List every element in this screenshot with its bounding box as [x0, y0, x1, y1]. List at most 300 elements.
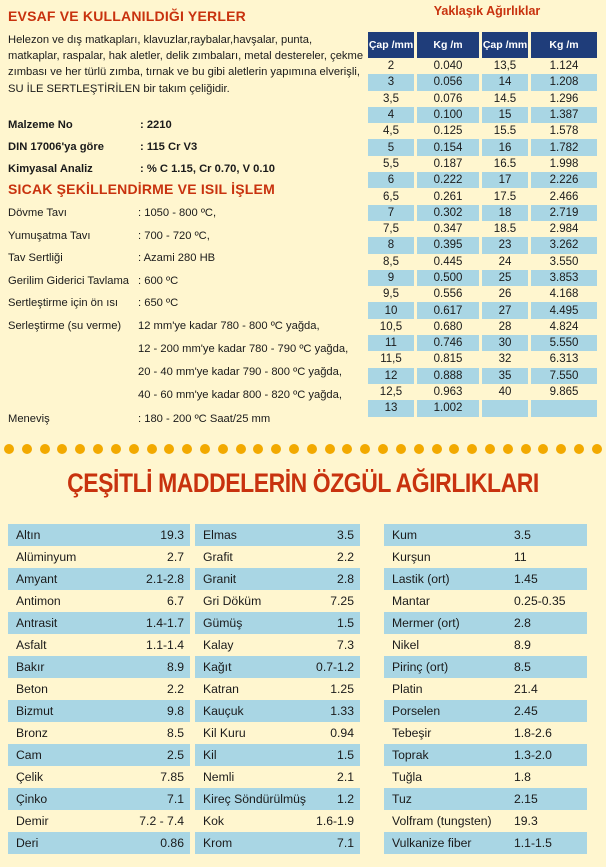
weight-cell: 2.226 [531, 172, 597, 188]
diameter-cell: 18.5 [482, 221, 528, 237]
weight-cell: 0.187 [417, 156, 479, 172]
material-row [384, 766, 587, 788]
diameter-cell: 35 [482, 368, 528, 384]
weight-cell: 4.824 [531, 319, 597, 335]
material-row [195, 590, 360, 612]
info-value: : % C 1.15, Cr 0.70, V 0.10 [140, 163, 275, 175]
material-name: Kağıt [203, 660, 232, 674]
header-weight-1: Kg /m [417, 32, 479, 58]
divider-dot [129, 444, 139, 454]
weights-row [368, 335, 600, 351]
info-label: DIN 17006'ya göre [8, 141, 104, 153]
material-name: Tuz [392, 792, 412, 806]
material-density: 0.94 [330, 726, 354, 740]
divider-dot [200, 444, 210, 454]
material-row [384, 722, 587, 744]
weights-row [368, 351, 600, 367]
divider-dot [75, 444, 85, 454]
weight-cell: 0.746 [417, 335, 479, 351]
material-name: Nikel [392, 638, 420, 652]
heat-value: : 180 - 200 ºC Saat/25 mm [138, 413, 271, 425]
material-name: Kalay [203, 638, 234, 652]
heat-label: Yumuşatma Tavı [8, 230, 91, 242]
weights-row [368, 172, 600, 188]
material-density: 2.8 [337, 572, 354, 586]
material-density: 1.45 [514, 572, 538, 586]
material-row [195, 700, 360, 722]
diameter-cell: 13 [368, 400, 414, 416]
divider-dot [271, 444, 281, 454]
diameter-cell: 25 [482, 270, 528, 286]
weight-cell [531, 400, 597, 416]
weight-cell: 0.500 [417, 270, 479, 286]
weight-cell: 0.302 [417, 205, 479, 221]
material-name: Elmas [203, 528, 237, 542]
material-density: 1.6-1.9 [316, 814, 354, 828]
material-density: 1.5 [337, 748, 354, 762]
material-name: Kum [392, 528, 418, 542]
diameter-cell: 15.5 [482, 123, 528, 139]
weights-row [368, 58, 600, 74]
material-name: Katran [203, 682, 239, 696]
material-row [384, 788, 587, 810]
material-density: 1.33 [330, 704, 354, 718]
material-row [8, 678, 190, 700]
divider-dot [325, 444, 335, 454]
material-name: Deri [16, 836, 39, 850]
material-row [8, 722, 190, 744]
material-name: Amyant [16, 572, 58, 586]
info-value: : 2210 [140, 119, 172, 131]
divider-dot [147, 444, 157, 454]
weight-cell: 9.865 [531, 384, 597, 400]
diameter-cell: 15 [482, 107, 528, 123]
material-name: Cam [16, 748, 42, 762]
material-row [195, 788, 360, 810]
diameter-cell: 27 [482, 302, 528, 318]
diameter-cell: 3 [368, 74, 414, 90]
divider-dot [414, 444, 424, 454]
weights-row [368, 319, 600, 335]
weight-cell: 2.466 [531, 188, 597, 204]
header-weight-2: Kg /m [531, 32, 597, 58]
divider-dot [432, 444, 442, 454]
weights-row [368, 74, 600, 90]
material-row [384, 656, 587, 678]
material-name: Beton [16, 682, 48, 696]
weights-row [368, 156, 600, 172]
material-name: Antimon [16, 594, 61, 608]
diameter-cell: 18 [482, 205, 528, 221]
material-row [195, 634, 360, 656]
diameter-cell: 16.5 [482, 156, 528, 172]
material-row [195, 678, 360, 700]
material-name: Antrasit [16, 616, 58, 630]
weights-table [368, 32, 600, 417]
material-name: Platin [392, 682, 423, 696]
divider-dot [378, 444, 388, 454]
weight-cell: 1.124 [531, 58, 597, 74]
material-density: 1.5 [337, 616, 354, 630]
weights-title: Yaklaşık Ağırlıklar [433, 4, 541, 18]
divider-dot [449, 444, 459, 454]
materials-column-2 [195, 524, 360, 854]
heat-value: : 1050 - 800 ºC, [138, 207, 217, 219]
material-density: 7.25 [330, 594, 354, 608]
divider-dot [538, 444, 548, 454]
material-density: 1.8 [514, 770, 531, 784]
diameter-cell: 12,5 [368, 384, 414, 400]
materials-column-1 [8, 524, 190, 854]
material-density: 1.4-1.7 [146, 616, 184, 630]
material-name: Kil Kuru [203, 726, 246, 740]
material-name: Vulkanize fiber [392, 836, 472, 850]
material-row [8, 700, 190, 722]
diameter-cell: 6 [368, 172, 414, 188]
material-row [8, 546, 190, 568]
material-density: 2.2 [337, 550, 354, 564]
material-name: Lastik (ort) [392, 572, 450, 586]
material-density: 0.7-1.2 [316, 660, 354, 674]
material-density: 3.5 [514, 528, 531, 542]
material-name: Grafit [203, 550, 233, 564]
diameter-cell: 23 [482, 237, 528, 253]
diameter-cell: 17.5 [482, 188, 528, 204]
weights-row [368, 384, 600, 400]
diameter-cell: 3,5 [368, 91, 414, 107]
diameter-cell: 13,5 [482, 58, 528, 74]
material-row [384, 634, 587, 656]
material-name: Kauçuk [203, 704, 244, 718]
diameter-cell: 40 [482, 384, 528, 400]
divider-dot [93, 444, 103, 454]
divider-dot [574, 444, 584, 454]
material-density: 8.9 [514, 638, 531, 652]
material-density: 1.8-2.6 [514, 726, 552, 740]
weights-row [368, 286, 600, 302]
material-name: Kil [203, 748, 217, 762]
material-name: Çelik [16, 770, 44, 784]
weight-cell: 0.445 [417, 254, 479, 270]
diameter-cell: 6,5 [368, 188, 414, 204]
material-density: 7.1 [337, 836, 354, 850]
material-row [8, 788, 190, 810]
weight-cell: 0.154 [417, 139, 479, 155]
material-row [195, 546, 360, 568]
material-row [195, 766, 360, 788]
material-density: 1.1-1.5 [514, 836, 552, 850]
diameter-cell: 30 [482, 335, 528, 351]
weight-cell: 4.168 [531, 286, 597, 302]
divider-dot [307, 444, 317, 454]
material-row [195, 832, 360, 854]
heat-value: : 700 - 720 ºC, [138, 230, 210, 242]
weight-cell: 2.984 [531, 221, 597, 237]
weights-row [368, 270, 600, 286]
material-row [8, 524, 190, 546]
heat-label: Dövme Tavı [8, 207, 67, 219]
diameter-cell: 11 [368, 335, 414, 351]
diameter-cell: 7,5 [368, 221, 414, 237]
weights-row [368, 368, 600, 384]
weight-cell: 3.262 [531, 237, 597, 253]
diameter-cell: 8,5 [368, 254, 414, 270]
diameter-cell: 9,5 [368, 286, 414, 302]
divider-dot [218, 444, 228, 454]
weight-cell: 1.296 [531, 91, 597, 107]
weight-cell: 0.815 [417, 351, 479, 367]
heat-label: Meneviş [8, 413, 50, 425]
weight-cell: 0.888 [417, 368, 479, 384]
material-density: 2.1-2.8 [146, 572, 184, 586]
material-row [384, 524, 587, 546]
weight-cell: 7.550 [531, 368, 597, 384]
material-row [195, 744, 360, 766]
weight-cell: 0.056 [417, 74, 479, 90]
weight-cell: 0.125 [417, 123, 479, 139]
material-density: 7.3 [337, 638, 354, 652]
dotted-divider [0, 441, 606, 457]
diameter-cell: 10 [368, 302, 414, 318]
weights-row [368, 237, 600, 253]
diameter-cell: 9 [368, 270, 414, 286]
material-row [384, 810, 587, 832]
weight-cell: 0.076 [417, 91, 479, 107]
material-row [384, 568, 587, 590]
weight-cell: 1.208 [531, 74, 597, 90]
material-row [384, 744, 587, 766]
divider-dot [236, 444, 246, 454]
weights-row [368, 139, 600, 155]
weight-cell: 0.347 [417, 221, 479, 237]
material-row [195, 612, 360, 634]
material-row [384, 612, 587, 634]
diameter-cell: 26 [482, 286, 528, 302]
divider-dot [182, 444, 192, 454]
material-name: Mantar [392, 594, 430, 608]
heat-value: 20 - 40 mm'ye kadar 790 - 800 ºC yağda, [138, 366, 342, 378]
material-name: Asfalt [16, 638, 47, 652]
material-density: 1.3-2.0 [514, 748, 552, 762]
diameter-cell: 7 [368, 205, 414, 221]
material-row [195, 568, 360, 590]
heat-label: Serleştirme (su verme) [8, 320, 122, 332]
material-name: Volfram (tungsten) [392, 814, 492, 828]
material-name: Kireç Söndürülmüş [203, 792, 306, 806]
weight-cell: 0.963 [417, 384, 479, 400]
material-row [8, 810, 190, 832]
material-row [384, 678, 587, 700]
diameter-cell: 4,5 [368, 123, 414, 139]
material-density: 21.4 [514, 682, 538, 696]
material-name: Bronz [16, 726, 48, 740]
material-density: 8.5 [167, 726, 184, 740]
material-row [8, 634, 190, 656]
usage-title: EVSAF VE KULLANILDIĞI YERLER [8, 8, 246, 24]
divider-dot [57, 444, 67, 454]
divider-dot [592, 444, 602, 454]
heat-value: : 600 ºC [138, 275, 179, 287]
material-density: 8.9 [167, 660, 184, 674]
weight-cell: 0.100 [417, 107, 479, 123]
material-name: Kurşun [392, 550, 431, 564]
heat-value: 40 - 60 mm'ye kadar 800 - 820 ºC yağda, [138, 389, 342, 401]
material-density: 0.25-0.35 [514, 594, 566, 608]
material-density: 6.7 [167, 594, 184, 608]
weight-cell: 3.550 [531, 254, 597, 270]
heat-value: : Azami 280 HB [138, 252, 216, 264]
diameter-cell: 17 [482, 172, 528, 188]
diameter-cell: 16 [482, 139, 528, 155]
material-row [384, 546, 587, 568]
material-name: Bakır [16, 660, 45, 674]
diameter-cell [482, 400, 528, 416]
divider-dot [164, 444, 174, 454]
material-name: Gümüş [203, 616, 243, 630]
material-density: 19.3 [160, 528, 184, 542]
heat-label: Sertleştirme için ön ısı [8, 297, 119, 309]
material-density: 2.1 [337, 770, 354, 784]
weight-cell: 0.680 [417, 319, 479, 335]
diameter-cell: 8 [368, 237, 414, 253]
weight-cell: 0.222 [417, 172, 479, 188]
material-row [8, 832, 190, 854]
material-name: Altın [16, 528, 41, 542]
weights-row [368, 302, 600, 318]
material-density: 2.8 [514, 616, 531, 630]
heat-label: Tav Sertliği [8, 252, 63, 264]
heat-value: : 650 ºC [138, 297, 179, 309]
material-density: 11 [514, 550, 527, 564]
diameter-cell: 24 [482, 254, 528, 270]
divider-dot [342, 444, 352, 454]
material-density: 7.85 [160, 770, 184, 784]
weight-cell: 1.387 [531, 107, 597, 123]
material-density: 2.15 [514, 792, 538, 806]
divider-dot [521, 444, 531, 454]
material-density: 7.2 - 7.4 [139, 814, 184, 828]
divider-dot [22, 444, 32, 454]
info-label: Malzeme No [8, 119, 73, 131]
material-row [195, 524, 360, 546]
heat-label: Gerilim Giderici Tavlama [8, 275, 130, 287]
material-density: 8.5 [514, 660, 531, 674]
material-name: Pirinç (ort) [392, 660, 449, 674]
weight-cell: 0.040 [417, 58, 479, 74]
diameter-cell: 12 [368, 368, 414, 384]
material-name: Mermer (ort) [392, 616, 460, 630]
weights-row [368, 91, 600, 107]
divider-dot [289, 444, 299, 454]
weights-row [368, 254, 600, 270]
material-name: Toprak [392, 748, 429, 762]
material-row [195, 722, 360, 744]
weight-cell: 6.313 [531, 351, 597, 367]
divider-dot [556, 444, 566, 454]
material-density: 3.5 [337, 528, 354, 542]
material-name: Gri Döküm [203, 594, 262, 608]
weight-cell: 1.578 [531, 123, 597, 139]
divider-dot [485, 444, 495, 454]
material-row [384, 700, 587, 722]
material-density: 1.1-1.4 [146, 638, 184, 652]
material-name: Demir [16, 814, 49, 828]
diameter-cell: 4 [368, 107, 414, 123]
diameter-cell: 14 [482, 74, 528, 90]
material-name: Çinko [16, 792, 48, 806]
material-row [8, 568, 190, 590]
weight-cell: 2.719 [531, 205, 597, 221]
header-diameter-2: Çap /mm [482, 32, 528, 58]
material-density: 2.45 [514, 704, 538, 718]
material-name: Krom [203, 836, 233, 850]
weights-row [368, 221, 600, 237]
material-name: Tebeşir [392, 726, 432, 740]
info-value: : 115 Cr V3 [140, 141, 198, 153]
diameter-cell: 5 [368, 139, 414, 155]
material-row [384, 590, 587, 612]
weight-cell: 0.617 [417, 302, 479, 318]
material-density: 9.8 [167, 704, 184, 718]
material-density: 7.1 [167, 792, 184, 806]
divider-dot [396, 444, 406, 454]
material-density: 2.5 [167, 748, 184, 762]
divider-dot [360, 444, 370, 454]
material-density: 0.86 [160, 836, 184, 850]
material-name: Nemli [203, 770, 235, 784]
weight-cell: 3.853 [531, 270, 597, 286]
material-row [384, 832, 587, 854]
weights-row [368, 400, 600, 416]
weights-row [368, 107, 600, 123]
info-label: Kimyasal Analiz [8, 163, 93, 175]
divider-dot [4, 444, 14, 454]
material-row [8, 766, 190, 788]
weights-row [368, 123, 600, 139]
material-density: 1.2 [337, 792, 354, 806]
heat-title: SICAK ŞEKİLLENDİRME VE ISIL İŞLEM [8, 181, 275, 197]
material-name: Porselen [392, 704, 441, 718]
diameter-cell: 14.5 [482, 91, 528, 107]
material-name: Tuğla [392, 770, 423, 784]
material-density: 2.2 [167, 682, 184, 696]
material-row [8, 744, 190, 766]
weight-cell: 1.782 [531, 139, 597, 155]
divider-dot [467, 444, 477, 454]
material-name: Alüminyum [16, 550, 77, 564]
header-diameter-1: Çap /mm [368, 32, 414, 58]
material-row [8, 656, 190, 678]
weight-cell: 5.550 [531, 335, 597, 351]
material-density: 1.25 [330, 682, 354, 696]
diameter-cell: 11,5 [368, 351, 414, 367]
divider-dot [253, 444, 263, 454]
heat-value: 12 - 200 mm'ye kadar 780 - 790 ºC yağda, [138, 343, 349, 355]
diameter-cell: 28 [482, 319, 528, 335]
divider-dot [40, 444, 50, 454]
diameter-cell: 5,5 [368, 156, 414, 172]
material-row [195, 810, 360, 832]
weights-header-row [368, 32, 600, 58]
weights-rows [368, 58, 600, 417]
diameter-cell: 2 [368, 58, 414, 74]
weight-cell: 1.998 [531, 156, 597, 172]
weight-cell: 0.395 [417, 237, 479, 253]
material-name: Granit [203, 572, 237, 586]
material-name: Bizmut [16, 704, 54, 718]
diameter-cell: 10,5 [368, 319, 414, 335]
material-row [195, 656, 360, 678]
